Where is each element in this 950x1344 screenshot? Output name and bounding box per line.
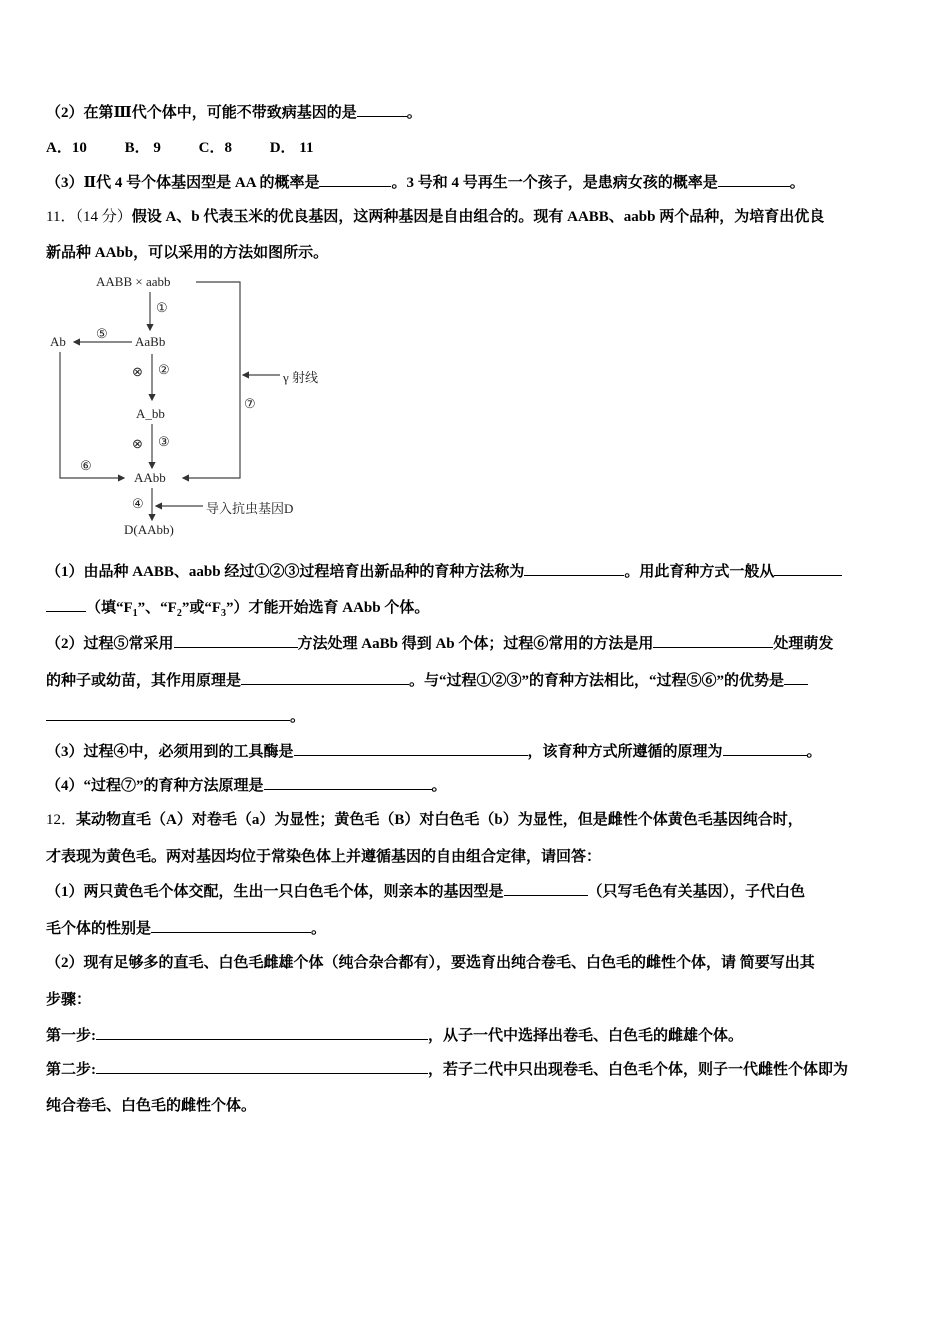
step-3-label: ③ (158, 434, 170, 449)
answer-blank[interactable] (96, 1059, 428, 1074)
answer-blank[interactable] (784, 670, 808, 685)
q10-sub3-text2: 。3 号和 4 号再生一个孩子，是患病女孩的概率是 (391, 175, 718, 191)
answer-blank[interactable] (96, 1025, 428, 1040)
selfing-icon: ⊗ (132, 436, 143, 451)
f1-label: AaBb (135, 334, 166, 349)
step1-label: 第一步: (46, 1028, 96, 1044)
answer-blank[interactable] (294, 741, 528, 756)
q12-sub1-text2: （只写毛色有关基因），子代白色 (587, 884, 806, 900)
q10-sub3-end: 。 (789, 175, 805, 191)
answer-blank[interactable] (174, 633, 298, 648)
breeding-flow-diagram (48, 272, 358, 540)
answer-blank[interactable] (319, 172, 391, 187)
option-c[interactable]: C．8 (198, 140, 232, 156)
q11-intro1: 假设 A、b 代表玉米的优良基因，这两种基因是自由组合的。现有 AABB、aabb 两个品种，为培育出优良 (131, 209, 825, 225)
option-d[interactable]: D． 11 (269, 140, 314, 156)
step2-text: ，若子二代中只出现卷毛、白色毛个体，则子一代雌性个体即为 (428, 1062, 849, 1078)
q11-sub1-line1 (46, 561, 842, 582)
q12-step2-cont (46, 1096, 256, 1116)
q10-sub2 (46, 102, 422, 123)
subscript: 1 (132, 608, 138, 619)
q11-sub1-text4: ”、“F (137, 600, 177, 616)
q11-sub4-end: 。 (431, 778, 447, 794)
answer-blank[interactable] (524, 561, 624, 576)
step-5-label: ⑤ (96, 326, 108, 341)
q12-step2 (46, 1059, 848, 1080)
q12-sub1-text3: 毛个体的性别是 (46, 921, 152, 937)
q11-sub1-text3: （填“F (86, 600, 133, 616)
q11-sub2-text1: （2）过程⑤常采用 (46, 636, 174, 652)
q11-sub2-text2: 方法处理 AaBb 得到 Ab 个体；过程⑥常用的方法是用 (297, 636, 654, 652)
answer-blank[interactable] (357, 102, 407, 117)
step-4-label: ④ (132, 496, 144, 511)
answer-blank[interactable] (264, 775, 432, 790)
q11-sub3-text2: ，该育种方式所遵循的原理为 (527, 744, 723, 760)
q11-intro2: 新品种 AAbb，可以采用的方法如图所示。 (46, 245, 329, 261)
answer-blank[interactable] (718, 172, 790, 187)
q12-intro-line1 (46, 810, 803, 830)
q12-sub2-text2: 步骤： (46, 992, 92, 1008)
q11-sub2-line3 (46, 706, 305, 727)
haploid-label: Ab (50, 334, 66, 349)
f2-label: A_bb (136, 406, 165, 421)
q11-sub3-text1: （3）过程④中，必须用到的工具酶是 (46, 744, 294, 760)
q12-intro-line2 (46, 847, 601, 867)
gamma-ray-label: γ 射线 (283, 370, 318, 385)
q11-sub2-text3: 处理萌发 (773, 636, 834, 652)
q11-sub1-text6: ”）才能开始选育 AAbb 个体。 (226, 600, 430, 616)
answer-blank[interactable] (46, 597, 86, 612)
q11-sub4-text1: （4）“过程⑦”的育种方法原理是 (46, 778, 264, 794)
q12-step1 (46, 1025, 743, 1046)
answer-blank[interactable] (46, 706, 290, 721)
answer-blank[interactable] (504, 881, 588, 896)
target-label: AAbb (134, 470, 166, 485)
q11-sub2-text5: 。与“过程①②③”的育种方法相比，“过程⑤⑥”的优势是 (409, 673, 785, 689)
gene-import-label: 导入抗虫基因D (206, 501, 294, 516)
q11-intro-line1 (46, 207, 824, 227)
option-a[interactable]: A．10 (46, 140, 87, 156)
step-7-label: ⑦ (244, 396, 256, 411)
q11-intro-line2 (46, 243, 328, 263)
question-number: 12． (46, 812, 77, 828)
q11-sub2-line2 (46, 670, 808, 691)
answer-blank[interactable] (723, 741, 807, 756)
answer-blank[interactable] (151, 918, 311, 933)
answer-blank[interactable] (241, 670, 409, 685)
q11-sub3 (46, 741, 822, 762)
q12-intro2: 才表现为黄色毛。两对基因均位于常染色体上并遵循基因的自由组合定律，请回答： (46, 849, 602, 865)
q11-sub2-line1 (46, 633, 833, 654)
q11-sub1-text2: 。用此育种方式一般从 (624, 564, 775, 580)
q11-sub1-text1: （1）由品种 AABB、aabb 经过①②③过程培育出新品种的育种方法称为 (46, 564, 525, 580)
q12-sub1-line2 (46, 918, 326, 939)
q11-sub4 (46, 775, 447, 796)
step2-continuation: 纯合卷毛、白色毛的雌性个体。 (46, 1098, 257, 1114)
final-label: D(AAbb) (124, 522, 174, 537)
step-6-label: ⑥ (80, 458, 92, 473)
answer-blank[interactable] (653, 633, 773, 648)
q11-sub1-line2 (46, 597, 429, 624)
step2-label: 第二步: (46, 1062, 96, 1078)
q10-sub3 (46, 172, 805, 193)
q12-sub2-text1: （2）现有足够多的直毛、白色毛雌雄个体（纯合杂合都有），要选育出纯合卷毛、白色毛的雌性个体，请 简要写出其 (46, 955, 815, 971)
q10-options (46, 138, 347, 158)
answer-blank[interactable] (774, 561, 842, 576)
q12-sub1-text1: （1）两只黄色毛个体交配，生出一只白色毛个体，则亲本的基因型是 (46, 884, 504, 900)
q10-sub3-text1: （3）Ⅱ代 4 号个体基因型是 AA 的概率是 (46, 175, 320, 191)
q10-sub2-text: （2）在第Ⅲ代个体中，可能不带致病基因的是 (46, 105, 357, 121)
q12-intro1: 某动物直毛（A）对卷毛（a）为显性；黄色毛（B）对白色毛（b）为显性，但是雌性个体黄色毛基因纯合时， (76, 812, 803, 828)
selfing-icon: ⊗ (132, 364, 143, 379)
q11-sub1-text5: ”或“F (181, 600, 222, 616)
step-2-label: ② (158, 362, 170, 377)
parents-label: AABB × aabb (96, 274, 171, 289)
option-b[interactable]: B． 9 (124, 140, 161, 156)
q12-sub2-line2 (46, 990, 91, 1010)
subscript: 3 (221, 608, 227, 619)
q12-sub1-line1 (46, 881, 805, 902)
q12-sub1-end: 。 (311, 921, 327, 937)
step-1-label: ① (156, 300, 168, 315)
q10-sub2-end: 。 (406, 105, 422, 121)
subscript: 2 (176, 608, 182, 619)
q11-sub2-end: 。 (290, 709, 306, 725)
step1-text: ，从子一代中选择出卷毛、白色毛的雌雄个体。 (428, 1028, 744, 1044)
diagram-arrows (48, 272, 358, 540)
q11-sub2-text4: 的种子或幼苗，其作用原理是 (46, 673, 242, 689)
question-number: 11．（14 分） (46, 209, 132, 225)
q11-sub3-end: 。 (806, 744, 822, 760)
q12-sub2-line1 (46, 953, 815, 973)
